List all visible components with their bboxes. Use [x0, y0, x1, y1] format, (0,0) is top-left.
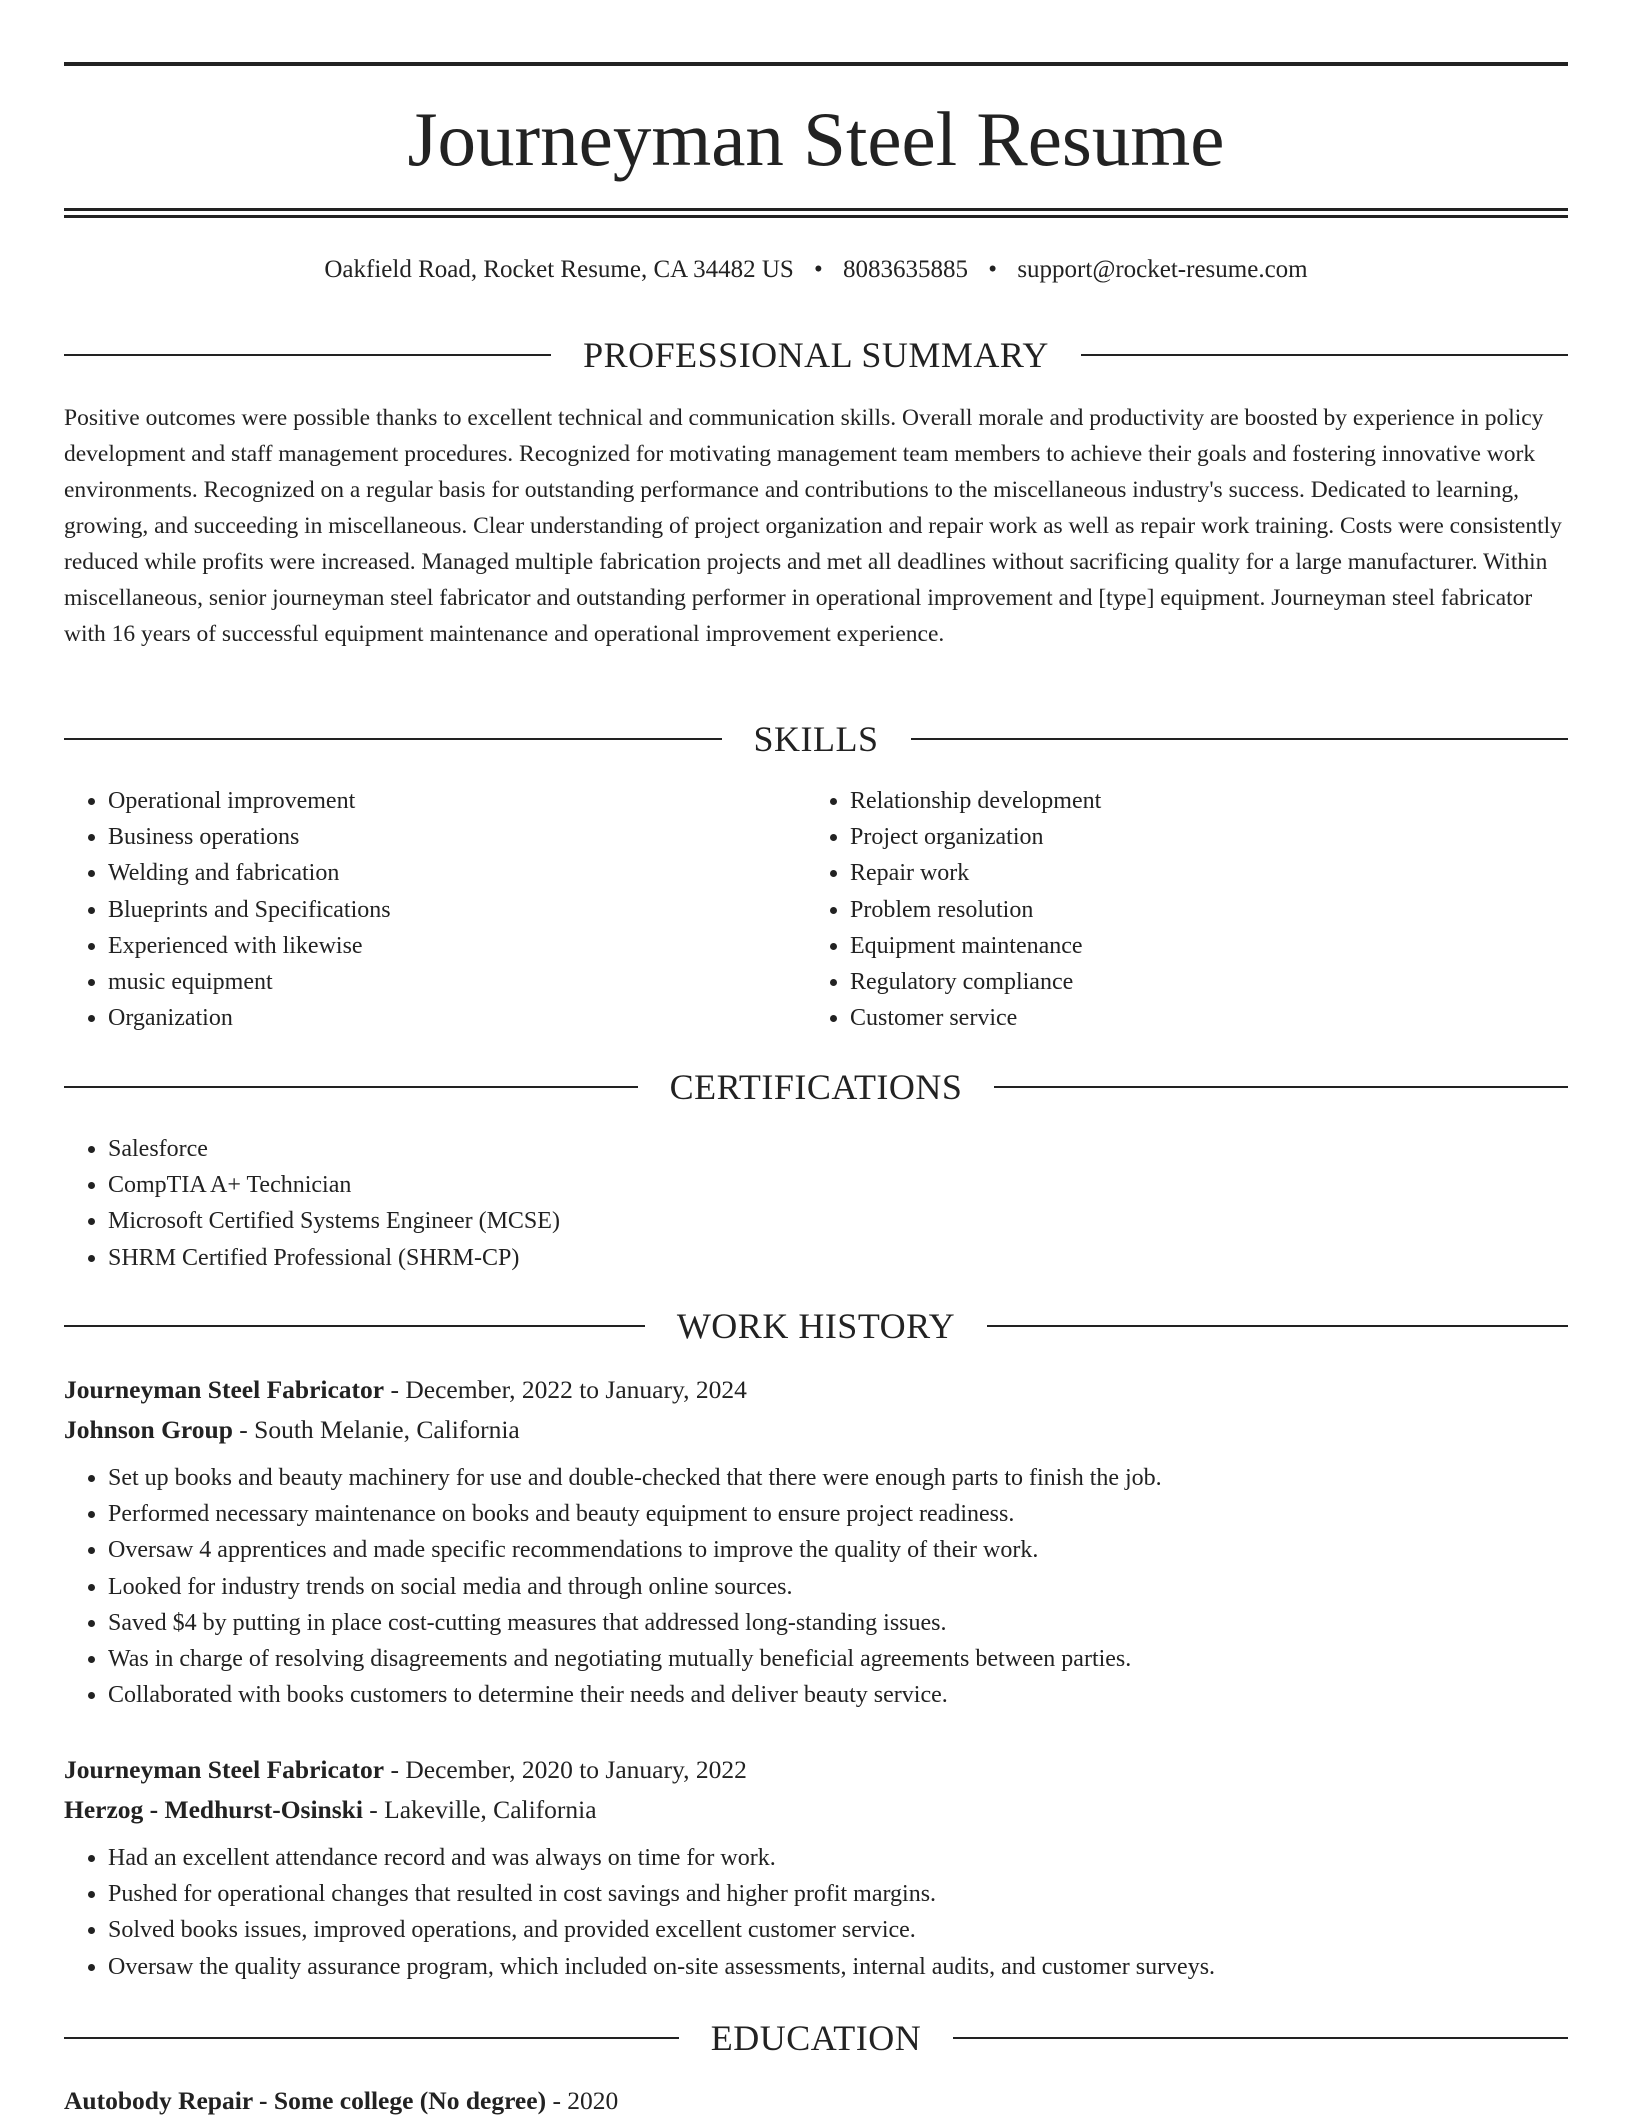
section-rule — [64, 354, 551, 356]
section-header-education — [64, 2015, 1568, 2061]
section-title-summary: PROFESSIONAL SUMMARY — [583, 335, 1049, 375]
job-title-line — [64, 1370, 1568, 1410]
job-bullet: • Oversaw the quality assurance program, which included on-site assessments, internal audits, and customer surveys. — [108, 1949, 1568, 1985]
certification-item: • Microsoft Certified Systems Engineer (MCSE) — [108, 1203, 1568, 1239]
job-bullet: • Set up books and beauty machinery for use and double-checked that there were enough parts to finish the job. — [108, 1460, 1568, 1496]
job-bullet: • Oversaw 4 apprentices and made specific recommendations to improve the quality of their work. — [108, 1532, 1568, 1568]
skill-item: • Experienced with likewise — [108, 928, 806, 964]
skills-column-right — [806, 783, 1548, 1036]
contact-email: support@rocket-resume.com — [1017, 256, 1308, 283]
job-bullet: • Had an excellent attendance record and was always on time for work. — [108, 1840, 1568, 1876]
job-bullet: • Looked for industry trends on social media and through online sources. — [108, 1569, 1568, 1605]
section-title-work: WORK HISTORY — [676, 1306, 956, 1346]
job-bullet: • Solved books issues, improved operations, and provided excellent customer service. — [108, 1912, 1568, 1948]
top-rule — [64, 62, 1568, 66]
job-bullet: • Saved $4 by putting in place cost-cutting measures that addressed long-standing issues. — [108, 1605, 1568, 1641]
section-rule — [953, 2037, 1568, 2039]
section-rule — [1081, 354, 1568, 356]
section-header-certifications — [64, 1064, 1568, 1110]
job-bullets — [64, 1840, 1568, 1985]
skill-item: • Project organization — [850, 819, 1548, 855]
section-rule — [64, 738, 722, 740]
contact-separator: • — [988, 256, 998, 283]
skill-item: • Problem resolution — [850, 892, 1548, 928]
skill-item: • Business operations — [108, 819, 806, 855]
skills-list — [64, 783, 1568, 1036]
job-company: Johnson Group — [64, 1415, 233, 1444]
skill-item: • music equipment — [108, 964, 806, 1000]
job-bullet: • Collaborated with books customers to determine their needs and deliver beauty service. — [108, 1677, 1568, 1713]
job-dates: - December, 2020 to January, 2022 — [384, 1755, 747, 1784]
skill-item: • Welding and fabrication — [108, 855, 806, 891]
job-bullet: • Performed necessary maintenance on books and beauty equipment to ensure project readiness. — [108, 1496, 1568, 1532]
section-header-work — [64, 1303, 1568, 1349]
job-location: - South Melanie, California — [232, 1415, 520, 1444]
section-rule — [911, 738, 1569, 740]
job-bullets — [64, 1460, 1568, 1713]
skill-item: • Equipment maintenance — [850, 928, 1548, 964]
section-title-education: EDUCATION — [710, 2018, 922, 2058]
section-title-skills: SKILLS — [753, 719, 879, 759]
education-entry — [64, 2081, 1568, 2121]
contact-address: Oakfield Road, Rocket Resume, CA 34482 US — [324, 256, 794, 283]
contact-separator: • — [814, 256, 823, 283]
skill-item: • Operational improvement — [108, 783, 806, 819]
section-header-skills — [64, 716, 1568, 762]
job-role: Journeyman Steel Fabricator — [64, 1375, 385, 1404]
skill-item: • Relationship development — [850, 783, 1548, 819]
summary-paragraph: Positive outcomes were possible thanks to excellent technical and communication skills. Overall morale and productivity are boosted by experience in policy development and staff management procedures. Recognized for motivating management team members to achieve their goals and fostering innovative work environments. Recognized on a regular basis for outstanding performance and contributions to the miscellaneous industry's success. Dedicated to learning, growing, and succeeding in miscellaneous. Clear understanding of project organization and repair work as well as repair work training. Costs were consistently reduced while profits were increased. Managed multiple fabrication projects and met all deadlines without sacrificing quality for a large manufacturer. Within miscellaneous, senior journeyman steel fabricator and outstanding performer in operational improvement and [type] equipment. Journeyman steel fabricator with 16 years of successful equipment maintenance and operational improvement experience. — [64, 405, 1562, 647]
skills-column-left — [64, 783, 806, 1036]
section-rule — [64, 1325, 645, 1327]
section-rule — [987, 1325, 1568, 1327]
section-title-certifications: CERTIFICATIONS — [669, 1067, 963, 1107]
section-rule — [64, 2037, 679, 2039]
resume-title: Journeyman Steel Resume — [407, 96, 1225, 182]
title-double-rule — [64, 208, 1568, 218]
job-location: - Lakeville, California — [362, 1795, 597, 1824]
skill-item: • Regulatory compliance — [850, 964, 1548, 1000]
job-title-line — [64, 1750, 1568, 1790]
certifications-list — [64, 1131, 1568, 1276]
job-company-line — [64, 1790, 1568, 1830]
skill-item: • Blueprints and Specifications — [108, 892, 806, 928]
job-entry — [64, 1750, 1568, 1985]
education-degree: Autobody Repair - Some college (No degree) — [64, 2086, 547, 2115]
contact-line — [64, 252, 1568, 288]
section-header-summary — [64, 332, 1568, 378]
job-bullet: • Pushed for operational changes that resulted in cost savings and higher profit margins. — [108, 1876, 1568, 1912]
certification-item: • CompTIA A+ Technician — [108, 1167, 1568, 1203]
skill-item: • Repair work — [850, 855, 1548, 891]
job-role: Journeyman Steel Fabricator — [64, 1755, 385, 1784]
skill-item: • Organization — [108, 1000, 806, 1036]
job-dates: - December, 2022 to January, 2024 — [384, 1375, 747, 1404]
job-bullet: • Was in charge of resolving disagreements and negotiating mutually beneficial agreements between parties. — [108, 1641, 1568, 1677]
job-company-line — [64, 1410, 1568, 1450]
certification-item: • SHRM Certified Professional (SHRM-CP) — [108, 1240, 1568, 1276]
job-company: Herzog - Medhurst-Osinski — [64, 1795, 363, 1824]
certification-item: • Salesforce — [108, 1131, 1568, 1167]
contact-phone: 8083635885 — [843, 256, 969, 283]
section-rule — [994, 1086, 1568, 1088]
education-year: - 2020 — [546, 2086, 619, 2115]
skill-item: • Customer service — [850, 1000, 1548, 1036]
section-rule — [64, 1086, 638, 1088]
job-entry — [64, 1370, 1568, 1713]
